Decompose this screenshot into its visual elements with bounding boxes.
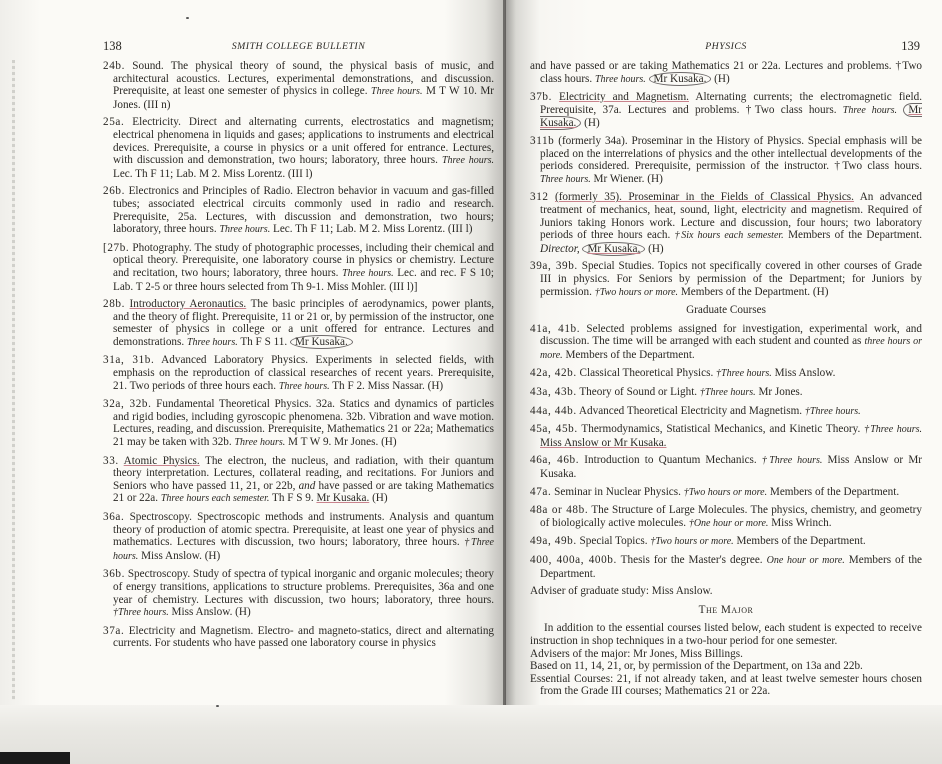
graduate-course-entry bbox=[530, 554, 922, 580]
major-heading: The Major bbox=[698, 603, 754, 616]
course-text: Fundamental Theoretical Physics. 32a. Statics and dynamics of particles and rigid bodies, including gyroscopic phenomena. 32b. Vibration and wave motion. Lectures, reading, and discussion. Prerequisite, Mathematics 21 or 22a; Mathematics 21 may be taken with 32b. bbox=[113, 398, 495, 449]
book-gutter bbox=[503, 0, 506, 764]
course-text: The electron, the nucleus, and radiation, with their quantum theory interpretation. Lectures, collateral reading, and recitations. For Juniors and Seniors who have passed 11, 21, or 22b, bbox=[113, 454, 494, 492]
course-tail: Miss Anslow or Mr Kusaka. bbox=[540, 454, 923, 481]
scan-bottom-shade bbox=[0, 705, 942, 764]
course-number: 47a. bbox=[530, 485, 552, 498]
course-hours: †Three hours. bbox=[864, 424, 922, 436]
course-text: Electricity. Direct and alternating currents, electrostatics and magnetism; electrical phenomena in liquids and gases; applications to instruments and electrical devices. Prerequisite, a course in physics or a unit offered for entrance. Lectures, with discussion and demonstration, two hours; laboratory, three hours. bbox=[113, 116, 494, 167]
scan-speck bbox=[186, 17, 189, 19]
course-tail: Miss Wrinch. bbox=[771, 516, 832, 529]
course-hours: †Two hours or more. bbox=[683, 486, 768, 498]
course-text: An advanced treatment of mechanics, heat, sound, light, electricity and magnetism. Required of Juniors taking Honors work. Lecture and discussion, four hours; two laboratory periods of three hours each. bbox=[540, 191, 923, 242]
course-tail: Miss Anslow. bbox=[774, 367, 836, 380]
course-hours: †Three hours. bbox=[804, 405, 861, 417]
course-number: 312 bbox=[530, 191, 549, 204]
emphasis-and: and bbox=[298, 479, 316, 492]
course-hours: Three hours. bbox=[342, 267, 394, 279]
course-text: Advanced Laboratory Physics. Experiments in selected fields, with emphasis on the reproduction of classical researches of recent years. Prerequisite, 21. Two periods of three hours each. bbox=[113, 354, 494, 392]
course-number: 39a, 39b. bbox=[530, 260, 578, 273]
course-text: Seminar in Nuclear Physics. bbox=[554, 485, 681, 498]
right-running-head bbox=[530, 40, 922, 54]
course-hours: †Three hours. bbox=[113, 607, 169, 619]
course-tail: Lec. Th F 11; Lab. M 2. Miss Lorentz. (III l) bbox=[273, 223, 473, 236]
course-entry bbox=[530, 260, 922, 299]
course-number: 28b. bbox=[103, 298, 125, 311]
course-hours: Three hours. bbox=[540, 173, 591, 185]
course-entry bbox=[103, 60, 494, 111]
course-text: Theory of Sound or Light. bbox=[579, 386, 698, 399]
course-text: Advanced Theoretical Electricity and Magnetism. bbox=[578, 404, 803, 417]
course-number: 42a, 42b. bbox=[530, 367, 577, 380]
scan-speck bbox=[216, 705, 219, 707]
course-number: 45a, 45b. bbox=[530, 423, 578, 436]
course-tail: Miss Anslow. (H) bbox=[141, 549, 221, 562]
course-tail: Members of the Department. bbox=[769, 485, 900, 498]
course-number: [27b. bbox=[103, 241, 130, 254]
course-hours: Three hours. bbox=[186, 336, 238, 348]
left-running-head bbox=[103, 40, 494, 54]
running-title: PHYSICS bbox=[705, 41, 747, 52]
course-text: and have passed or are taking Mathematics 21 or 22a. Lectures and problems. †Two class hours. bbox=[530, 60, 922, 85]
course-hours: †Six hours each semester. bbox=[674, 230, 784, 242]
running-title: SMITH COLLEGE BULLETIN bbox=[231, 41, 366, 52]
graduate-course-entry bbox=[530, 504, 922, 530]
course-hours: Three hours. bbox=[595, 73, 646, 85]
course-hours: Three hours. bbox=[441, 155, 494, 167]
circled-instructor: Mr Kusaka. bbox=[582, 242, 645, 256]
graduate-course-entry bbox=[530, 423, 922, 449]
page-number: 139 bbox=[901, 39, 920, 53]
course-number: 48a or 48b. bbox=[530, 504, 589, 517]
circled-instructor: Mr Kusaka. bbox=[290, 335, 353, 349]
course-number: 32a, 32b. bbox=[103, 398, 152, 411]
left-column bbox=[103, 40, 494, 655]
course-hours: †Three hours. bbox=[113, 537, 494, 562]
course-tail: Mr Jones. bbox=[758, 386, 803, 399]
course-hours: †Three hours. bbox=[699, 387, 756, 399]
course-tail: Lec. and rec. F S 10; Lab. T 2-5 or three hours selected from Th 9-1. Miss Mohler. (III l)] bbox=[113, 266, 495, 293]
course-text: The Structure of Large Molecules. The physics, chemistry, and geometry of biologically active molecules. bbox=[540, 504, 922, 529]
graduate-course-entry bbox=[530, 454, 922, 480]
course-level: (H) bbox=[372, 492, 388, 505]
graduate-course-entry bbox=[530, 386, 922, 400]
course-hours: Three hours each semester. bbox=[160, 493, 270, 505]
major-based-on: Based on 11, 14, 21, or, by permission of the Department, on 13a and 22b. bbox=[530, 660, 863, 673]
course-hours: †Two hours or more. bbox=[594, 286, 679, 298]
course-tail: Miss Anslow. (H) bbox=[171, 606, 251, 619]
course-text: Spectroscopy. Study of spectra of typical inorganic and organic molecules; theory of energy transitions, applications to structure problems. Prerequisites, 36a and one year of chemistry. Lectures with discussion, two hours; laboratory, three hours. bbox=[113, 568, 494, 606]
course-hours: Three hours. bbox=[842, 104, 898, 116]
graduate-course-entry bbox=[530, 323, 922, 363]
course-text: Selected problems assigned for investigation, experimental work, and discussion. The time will be arranged with each student and counted as bbox=[540, 322, 922, 348]
binding-edge bbox=[12, 60, 15, 700]
course-text: Electricity and Magnetism. Electro- and magneto-statics, direct and alternating currents. For students who have passed one laboratory course in physics bbox=[113, 624, 495, 650]
course-text: Photography. The study of photographic processes, including their chemical and optical theory. Prerequisite, one laboratory course in physics or chemistry. Lecture and recitation, two hours; laboratory, three hours. bbox=[113, 241, 494, 279]
course-entry bbox=[530, 91, 922, 130]
course-number: 43a, 43b. bbox=[530, 386, 577, 399]
course-text: Electronics and Principles of Radio. Electron behavior in vacuum and gas-filled tubes; associated electrical circuits commonly used in radio and research. Prerequisite, 25a. Lectures, with discussion and demonstration, two hours; laboratory, three hours. bbox=[113, 185, 494, 236]
course-tail: Members of the Department. bbox=[565, 348, 695, 361]
page-number: 138 bbox=[103, 39, 122, 53]
course-hours: One hour or more. bbox=[766, 555, 845, 566]
course-hours: †Two hours or more. bbox=[650, 536, 734, 548]
course-number: 46a, 46b. bbox=[530, 454, 580, 467]
major-intro: In addition to the essential courses listed below, each student is expected to receive instruction in shop techniques in a two-hour period for one semester. bbox=[530, 622, 922, 647]
scan-corner-shadow bbox=[0, 752, 70, 764]
course-number: 37b. bbox=[530, 91, 552, 104]
course-number: 37a. bbox=[103, 624, 125, 637]
major-essential-courses: Essential Courses: 21, if not already taken, and at least twelve semester hours chosen from the Grade III courses; Mathematics 21 or 22a. bbox=[530, 672, 922, 698]
course-level: (H) bbox=[584, 117, 600, 130]
course-tail: Lec. Th F 11; Lab. M 2. Miss Lorentz. (III l) bbox=[113, 167, 313, 180]
course-text: Classical Theoretical Physics. bbox=[579, 367, 714, 380]
circled-instructor: Mr Kusaka. bbox=[540, 103, 923, 130]
right-column bbox=[530, 40, 922, 698]
course-text: Thermodynamics, Statistical Mechanics, and Kinetic Theory. bbox=[581, 423, 861, 436]
course-title: Introductory Aeronautics. bbox=[129, 298, 247, 311]
course-number: 41a, 41b. bbox=[530, 322, 581, 335]
course-tail: Miss Anslow or Mr Kusaka. bbox=[540, 436, 667, 449]
course-hours: Three hours. bbox=[219, 224, 271, 236]
course-hours: Three hours. bbox=[371, 86, 423, 98]
course-number: 36b. bbox=[103, 568, 125, 581]
course-number: 44a, 44b. bbox=[530, 404, 577, 417]
course-number: 400, 400a, 400b. bbox=[530, 554, 617, 566]
course-text-2: have passed or are taking Mathematics 21 or 22a. bbox=[113, 479, 495, 505]
course-entry bbox=[103, 116, 494, 180]
graduate-courses-heading: Graduate Courses bbox=[686, 304, 766, 317]
course-tail: Members of the Department. bbox=[788, 229, 923, 242]
course-text: Thesis for the Master's degree. bbox=[620, 554, 763, 566]
course-number: 311b bbox=[530, 134, 555, 147]
major-advisers: Advisers of the major: Mr Jones, Miss Billings. bbox=[530, 647, 743, 660]
graduate-course-entry bbox=[530, 535, 922, 549]
course-entry bbox=[530, 191, 922, 255]
course-hours: †Three hours. bbox=[716, 368, 772, 380]
course-entry bbox=[103, 354, 494, 393]
course-tail: Th F 2. Miss Nassar. (H) bbox=[332, 379, 444, 392]
course-hours: †One hour or more. bbox=[688, 517, 769, 529]
course-text: The basic principles of aerodynamics, power plants, and the theory of flight. Prerequisite, 11 or 21 or, by permission of the instructor, one semester of physics in college or a unit offered for entrance. Lectures and demonstrations. bbox=[113, 298, 495, 348]
course-number: 49a, 49b. bbox=[530, 535, 577, 548]
course-tail: Members of the Department. (H) bbox=[680, 285, 829, 298]
course-hours: †Three hours. bbox=[761, 455, 823, 467]
course-entry bbox=[103, 511, 494, 563]
course-number: 33. bbox=[103, 454, 119, 467]
course-hours: three hours or more. bbox=[540, 336, 923, 361]
course-entry bbox=[103, 298, 494, 349]
course-title: Electricity and Magnetism. bbox=[559, 91, 689, 104]
graduate-adviser: Adviser of graduate study: Miss Anslow. bbox=[530, 585, 713, 598]
course-title: Atomic Physics. bbox=[123, 454, 200, 467]
course-text: Special Topics. bbox=[579, 535, 648, 548]
course-tail: M T W 10. Mr Jones. (III n) bbox=[113, 85, 495, 111]
course-number: 26b. bbox=[103, 185, 125, 198]
course-number: 36a. bbox=[103, 511, 125, 523]
course-continuation bbox=[530, 60, 922, 86]
course-entry bbox=[103, 242, 494, 293]
course-entry bbox=[103, 455, 494, 506]
graduate-course-entry bbox=[530, 367, 922, 381]
course-entry bbox=[530, 135, 922, 186]
course-text: Spectroscopy. Spectroscopic methods and instruments. Analysis and quantum theory of production of atomic spectra. Prerequisite, at least one year of physics and mathematics. Lectures with discussion, two hours; laboratory, three hours. bbox=[113, 511, 494, 549]
course-text: Sound. The physical theory of sound, the physical basis of music, and architectural acoustics. Lectures, experimental demonstrations, and discussion. Prerequisite, at least one semester of physics in college. bbox=[113, 60, 494, 98]
course-text: Introduction to Quantum Mechanics. bbox=[584, 454, 757, 467]
graduate-course-entry bbox=[530, 405, 922, 419]
course-level: (H) bbox=[714, 72, 730, 85]
course-text: (formerly 34a). Proseminar in the History of Physics. Special emphasis will be placed on the interrelations of physics and the other intellectual developments of the periods considered. Prerequisite, permission of the instructor. †Two class hours. bbox=[540, 134, 923, 173]
course-number: 25a. bbox=[103, 116, 125, 129]
underlined-instructor: Mr Kusaka. bbox=[316, 492, 370, 505]
course-tail: Th F S 9. bbox=[271, 492, 314, 505]
course-title: (formerly 35). Proseminar in the Fields of Classical Physics. bbox=[554, 191, 854, 204]
course-entry bbox=[103, 398, 494, 449]
course-number: 24b. bbox=[103, 60, 125, 72]
course-entry bbox=[103, 625, 494, 650]
graduate-course-entry bbox=[530, 486, 922, 500]
course-entry bbox=[103, 568, 494, 619]
course-tail: M T W 9. Mr Jones. (H) bbox=[288, 436, 397, 449]
director-label: Director, bbox=[540, 242, 580, 255]
course-hours: Three hours. bbox=[234, 437, 286, 449]
course-hours: Three hours. bbox=[278, 380, 330, 392]
course-tail: Members of the Department. bbox=[736, 535, 866, 548]
course-tail: Mr Wiener. (H) bbox=[593, 172, 663, 185]
course-tail: Members of the Department. bbox=[540, 554, 923, 580]
course-tail: Th F S 11. bbox=[240, 335, 288, 348]
course-level: (H) bbox=[648, 242, 664, 255]
course-entry bbox=[103, 185, 494, 236]
course-text: Special Studies. Topics not specifically covered in other courses of Grade III in physics. For Seniors by permission of the Department; for Juniors by permission. bbox=[540, 260, 922, 298]
course-text: Alternating currents; the electromagnetic field. Prerequisite, 37a. Lectures and problems. †Two class hours. bbox=[540, 91, 922, 116]
course-number: 31a, 31b. bbox=[103, 354, 155, 367]
circled-instructor: Mr Kusaka. bbox=[649, 72, 712, 86]
